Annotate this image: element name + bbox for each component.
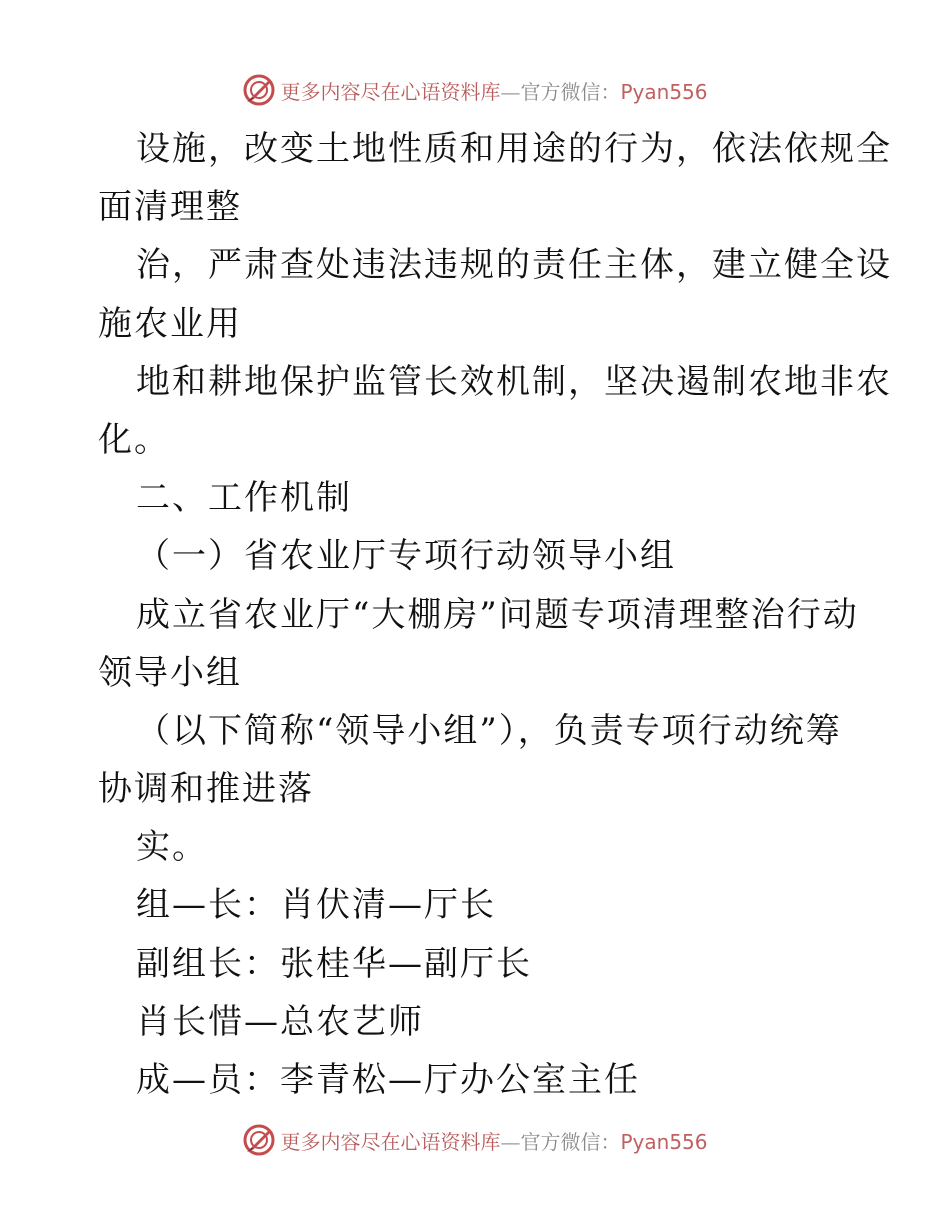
text-line: （以下简称“领导小组”），负责专项行动统筹 <box>136 710 842 751</box>
banner-dash: — <box>500 79 521 104</box>
subsection-heading: （一）省农业厅专项行动领导小组 <box>136 536 676 577</box>
banner-wechat-id: Pyan556 <box>620 1129 708 1154</box>
banner-official-label: 官方微信： <box>520 1129 621 1154</box>
text-line: 面清理整 <box>98 187 242 228</box>
member-line: 副组长：张桂华—副厅长 <box>136 943 532 984</box>
document-body <box>98 120 892 1109</box>
brand-logo-icon <box>242 1123 276 1157</box>
text-line: 施农业用 <box>98 303 242 344</box>
text-line: 协调和推进落 <box>98 769 314 810</box>
banner-official-label: 官方微信： <box>520 79 621 104</box>
member-line: 成—员：李青松—厅办公室主任 <box>136 1060 640 1100</box>
brand-logo-icon <box>242 73 276 107</box>
text-line: 成立省农业厅“大棚房”问题专项清理整治行动 <box>136 594 859 635</box>
member-line: 组—长：肖伏清—厅长 <box>136 885 496 926</box>
banner-slogan: 更多内容尽在心语资料库 <box>280 1129 501 1154</box>
banner-dash: — <box>500 1129 521 1154</box>
section-heading: 二、工作机制 <box>136 478 352 519</box>
header-banner <box>0 72 950 108</box>
text-line: 地和耕地保护监管长效机制，坚决遏制农地非农 <box>136 361 892 402</box>
member-line: 肖长惜—总农艺师 <box>136 1001 424 1042</box>
banner-slogan: 更多内容尽在心语资料库 <box>280 79 501 104</box>
text-line: 治，严肃查处违法违规的责任主体，建立健全设 <box>136 245 892 286</box>
text-line: 实。 <box>136 827 208 868</box>
text-line: 设施，改变土地性质和用途的行为，依法依规全 <box>136 129 892 169</box>
text-line: 化。 <box>98 419 170 460</box>
footer-banner <box>0 1122 950 1158</box>
text-line: 领导小组 <box>98 652 242 693</box>
banner-wechat-id: Pyan556 <box>620 79 708 104</box>
